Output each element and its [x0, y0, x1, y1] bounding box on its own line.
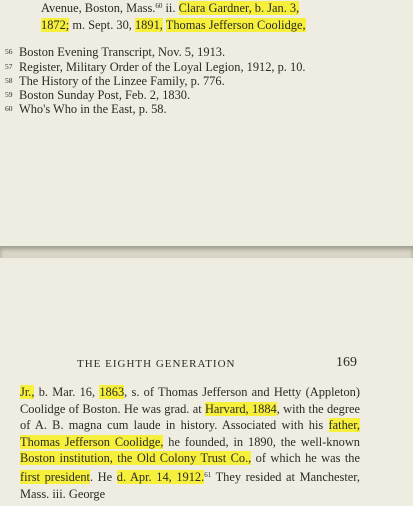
body-text: They resided at Manchester, Mass. iii. George — [20, 469, 361, 501]
entry-ii-prefix: ii. — [162, 1, 179, 15]
highlight-father: father, Thomas Jefferson Coolidge, — [20, 418, 360, 449]
footnote-number: 58 — [5, 76, 13, 85]
footnote-number: 57 — [5, 62, 13, 71]
footnote-number: 60 — [5, 104, 13, 113]
body-text: , with the degree of A. B. magna cum laude in history. Associated with his — [20, 401, 360, 433]
marriage-text: m. Sept. 30, — [69, 18, 135, 32]
footnote-ref: 61 — [204, 470, 212, 479]
footnote-text: Boston Evening Transcript, Nov. 5, 1913. — [19, 45, 226, 59]
page-top — [0, 0, 413, 246]
highlight-death-date: d. Apr. 14, 1912. — [116, 469, 205, 484]
body-text: . He — [89, 469, 117, 484]
entry-ii-line — [41, 18, 306, 33]
highlight-birth-year: 1863 — [99, 385, 125, 399]
highlight-institution: Boston institution, the Old Colony Trust Co., — [20, 451, 252, 466]
footnote-text: Who's Who in the East, p. 58. — [19, 102, 167, 116]
page-number: 169 — [336, 355, 357, 370]
footnote-number: 59 — [5, 90, 13, 99]
highlight-marriage-year: 1891, — [134, 18, 163, 32]
highlight-spouse-name: Thomas Jefferson Coolidge, — [165, 18, 306, 32]
footnote-56 — [5, 44, 225, 60]
footnote-text: Boston Sunday Post, Feb. 2, 1830. — [19, 88, 191, 102]
footnote-60 — [5, 101, 167, 117]
running-head: THE EIGHTH GENERATION — [77, 358, 236, 370]
highlight-harvard: Harvard, 1884 — [204, 401, 277, 416]
highlight-entry-ii-name: Clara Gardner, b. Jan. 3, — [178, 1, 300, 15]
footnote-text: Register, Military Order of the Loyal Legion, 1912, p. 10. — [19, 60, 306, 74]
highlight-first-president: first president — [20, 469, 90, 484]
partial-line — [41, 0, 299, 16]
page-break-gap — [0, 246, 413, 258]
biography-paragraph — [20, 384, 360, 502]
footnote-text: The History of the Linzee Family, p. 776. — [19, 74, 225, 88]
footnote-number: 56 — [5, 47, 13, 56]
body-text: b. Mar. 16, — [34, 385, 100, 399]
footnote-ref: 60 — [155, 2, 163, 10]
highlight-jr: Jr., — [20, 385, 35, 399]
body-text: , s. of Thomas Jefferson and Hetty (Appleton) Coolidge of Boston. He was grad. at — [20, 385, 360, 416]
body-text: he founded, in 1890, the well-known — [163, 434, 360, 449]
partial-line-text: Avenue, Boston, Mass. — [41, 1, 156, 15]
highlight-birth-year: 1872; — [41, 18, 70, 32]
body-text: of which he was the — [251, 451, 360, 466]
